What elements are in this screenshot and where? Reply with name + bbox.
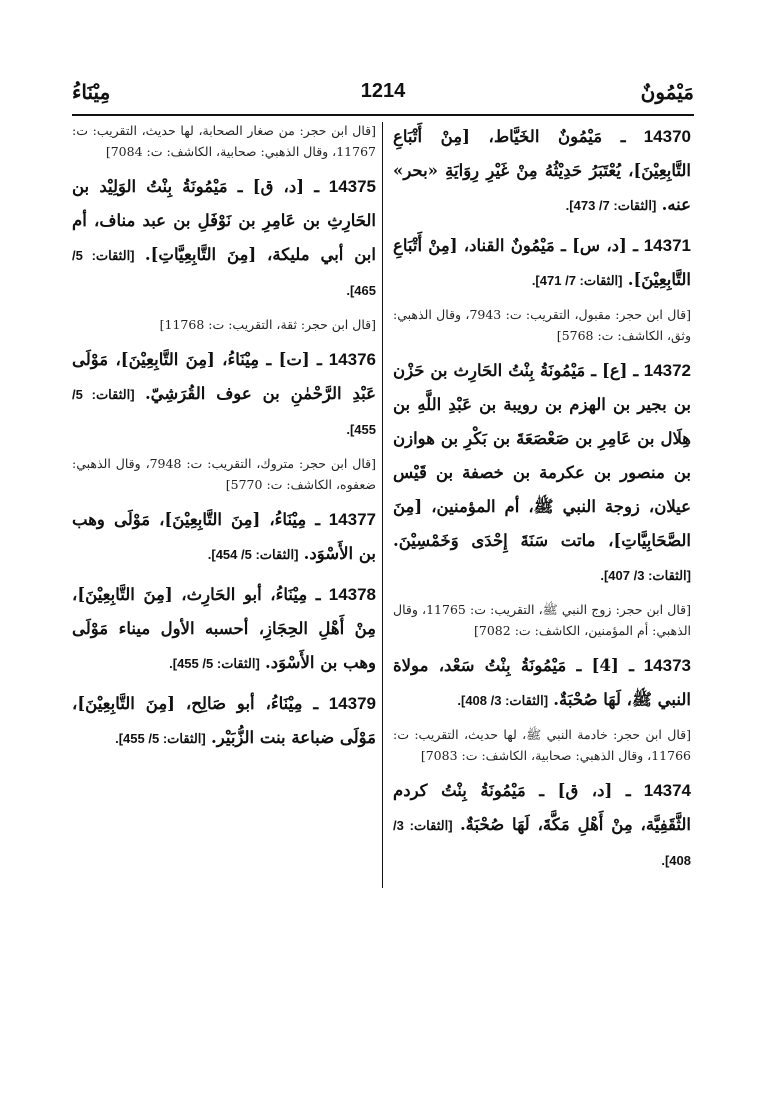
entry-number: 14378 <box>328 585 377 604</box>
entry-reference: [الثقات: 3/ 408]. <box>457 693 549 708</box>
entry-number: 14375 <box>328 177 377 196</box>
entry <box>393 649 691 718</box>
entry-number: 14374 <box>643 781 692 800</box>
running-head-left: مِيْنَاءُ <box>72 80 111 104</box>
entry-number: 14373 <box>643 656 691 675</box>
entry <box>393 120 691 223</box>
entry-number: 14370 <box>643 127 691 146</box>
entry-number: 14371 <box>643 236 691 255</box>
entry <box>393 774 691 878</box>
entry-reference: [الثقات: 3/ 408]. <box>393 818 691 868</box>
entry <box>393 354 691 593</box>
entry-text: ـ [د، ق] ـ مَيْمُونَةُ بِنْتُ كردم الثَّقَفِيَّة، مِنْ أَهْلِ مَكَّةَ، لَهَا صُحْبَةٌ. <box>393 781 691 834</box>
entry-note: [قال ابن حجر: مقبول، التقريب: ت: 7943، وقال الذهبي: وثق، الكاشف: ت: 5768] <box>393 307 691 343</box>
entry-number: 14372 <box>643 361 692 380</box>
entry-reference: [الثقات: 5/ 455]. <box>115 731 206 746</box>
entry-number: 14377 <box>328 510 376 529</box>
right-column <box>393 120 691 884</box>
entry-reference: [الثقات: 5/ 455]. <box>72 387 376 437</box>
entry-text: ـ [4] ـ مَيْمُونَةُ بِنْتُ سَعْد، مولاة النبي ﷺ، لَهَا صُحْبَةٌ. <box>393 656 691 709</box>
entry-reference: [الثقات: 7/ 473]. <box>565 198 657 213</box>
left-column <box>72 120 376 762</box>
entry-text: ـ [د، ق] ـ مَيْمُونَةُ بِنْتُ الوَلِيْد بن الحَارِثِ بن عَامِرِ بن نَوْفَلِ بن عبد مناف، أم ابن أبي مليكة، [مِنَ التَّابِعِيَّاتِ]. <box>72 177 376 264</box>
header-rule <box>72 114 694 116</box>
entry <box>72 578 376 681</box>
entry-reference: [الثقات: 5/ 465]. <box>72 248 376 298</box>
entry-text: ـ مِيْنَاءُ، أبو الحَارِث، [مِنَ التَّابِعِيْنَ]، مِنْ أَهْلِ الحِجَازِ، أحسبه الأول ميناء مَوْلَى وهب بن الأَسْوَد. <box>72 585 376 672</box>
entry-note: [قال ابن حجر: خادمة النبي ﷺ، لها حديث، التقريب: ت: 11766، وقال الذهبي: صحابية، الكاشف: ت: 7083] <box>393 727 691 763</box>
entry-note: [قال ابن حجر: من صغار الصحابة، لها حديث، التقريب: ت: 11767، وقال الذهبي: صحابية، الكاشف: ت: 7084] <box>72 123 376 159</box>
entry-text: ـ مِيْنَاءُ، أبو صَالِح، [مِنَ التَّابِعِيْنَ]، مَوْلَى ضباعة بنت الزُّبَيْر. <box>72 694 376 747</box>
page-header <box>72 80 694 114</box>
entry-reference: [الثقات: 5/ 454]. <box>207 547 299 562</box>
entry <box>72 343 376 447</box>
entry-text: ـ مِيْنَاءُ، [مِنَ التَّابِعِيْنَ]، مَوْلَى وهب بن الأَسْوَد. <box>72 510 376 563</box>
entry-reference: [الثقات: 3/ 407]. <box>600 568 691 583</box>
column-divider <box>382 122 383 888</box>
entry-note: [قال ابن حجر: زوج النبي ﷺ، التقريب: ت: 11765، وقال الذهبي: أم المؤمنين، الكاشف: ت: 7082] <box>393 602 691 638</box>
entry-number: 14379 <box>328 694 376 713</box>
entry-text: ـ مَيْمُونٌ الخَيَّاط، [مِنْ أَتْبَاعِ التَّابِعِيْنَ]، يُعْتَبَرُ حَدِيْثُهُ مِنْ غَيْرِ رِوَايَةِ «بحر» عنه. <box>393 127 691 214</box>
entry-reference: [الثقات: 5/ 455]. <box>169 656 260 671</box>
entry <box>72 503 376 572</box>
entry <box>72 170 376 308</box>
page-number: 1214 <box>360 80 406 102</box>
entry-text: ـ [ت] ـ مِيْنَاءُ، [مِنَ التَّابِعِيْنَ]، مَوْلَى عَبْدِ الرَّحْمٰنِ بن عوف القُرَشِيّ. <box>72 350 376 403</box>
entry-text: ـ [ع] ـ مَيْمُونَةُ بِنْتُ الحَارِث بن حَزْن بن بجير بن الهزم بن رويبة بن عَبْدِ اللَّهِ بن هِلَال بن عَامِرِ بن صَعْصَعَةَ بن بَكْرِ بن هوازن بن منصور بن عكرمة بن خصفة بن قَيْس عيلان، زوجة النبي ﷺ، أم المؤمنين، [مِنَ الصَّحَابِيَّاتِ]، ماتت سَنَةَ إِحْدَى وَخَمْسِيْنَ. <box>393 361 691 550</box>
running-head-right: مَيْمُونٌ <box>640 80 694 104</box>
entry <box>72 687 376 756</box>
entry-note: [قال ابن حجر: متروك، التقريب: ت: 7948، وقال الذهبي: ضعفوه، الكاشف: ت: 5770] <box>72 456 376 492</box>
entry <box>393 229 691 298</box>
entry-text: ـ [د، س] ـ مَيْمُونٌ القناد، [مِنْ أَتْبَاعِ التَّابِعِيْنَ]. <box>393 236 691 289</box>
entry-note: [قال ابن حجر: ثقة، التقريب: ت: 11768] <box>159 317 376 332</box>
entry-reference: [الثقات: 7/ 471]. <box>531 273 623 288</box>
entry-number: 14376 <box>328 350 376 369</box>
